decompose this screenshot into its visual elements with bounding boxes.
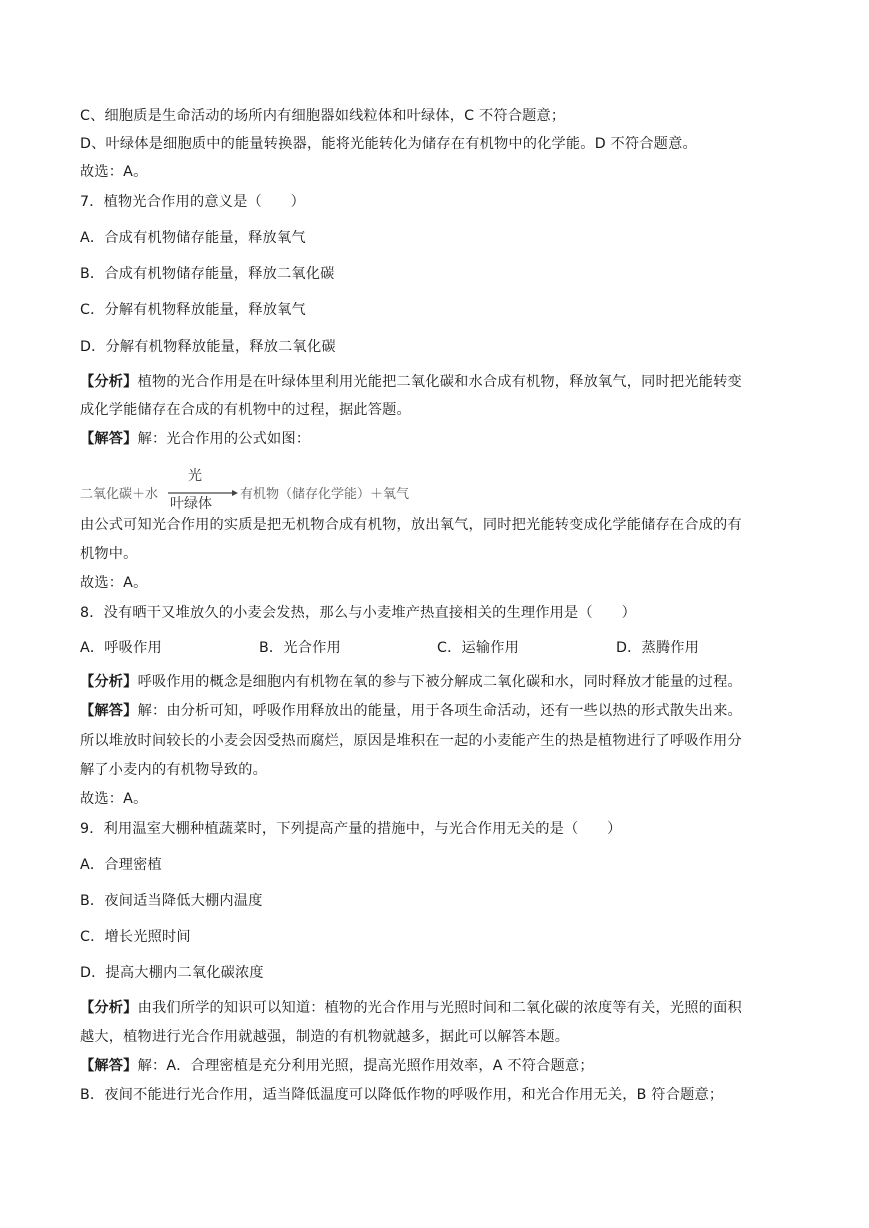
q8-option-d: D．蒸腾作用 [616,640,700,656]
formula-condition-light: 光 [188,468,202,484]
text-line: 解了小麦内的有机物导致的。 [80,762,268,778]
answer-tag: 【解答】 [80,431,138,447]
question-7-option-b: B．合成有机物储存能量，释放二氧化碳 [80,266,335,282]
answer-text: 解：光合作用的公式如图： [137,431,311,447]
text-line: 机物中。 [80,546,138,562]
photosynthesis-formula [80,465,425,515]
question-7-option-c: C．分解有机物释放能量，释放氧气 [80,302,306,318]
question-9-stem: 9．利用温室大棚种植蔬菜时，下列提高产量的措施中，与光合作用无关的是（ ） [80,821,622,837]
text-line: 故选：A。 [80,164,148,180]
formula-left: 二氧化碳＋水 [80,487,159,502]
analysis-tag: 【分析】 [80,374,138,390]
text-line: 越大，植物进行光合作用就越强，制造的有机物就越多，据此可以解答本题。 [80,1029,570,1045]
question-7-stem: 7．植物光合作用的意义是（ ） [80,194,306,210]
analysis-tag: 【分析】 [80,674,138,690]
analysis-text: 植物的光合作用是在叶绿体里利用光能把二氧化碳和水合成有机物，释放氧气，同时把光能转变 [137,374,742,390]
question-9-option-a: A．合理密植 [80,857,162,873]
answer-tag: 【解答】 [80,1058,138,1074]
text-line: C、细胞质是生命活动的场所内有细胞器如线粒体和叶绿体，C 不符合题意； [80,108,566,124]
answer-text: 解：由分析可知，呼吸作用释放出的能量，用于各项生命活动，还有一些以热的形式散失出来。 [137,703,742,719]
formula-condition-chloroplast: 叶绿体 [170,496,212,512]
text-line: D、叶绿体是细胞质中的能量转换器，能将光能转化为储存在有机物中的化学能。D 不符合题意。 [80,136,697,152]
analysis-text: 呼吸作用的概念是细胞内有机物在氧的参与下被分解成二氧化碳和水，同时释放才能量的过程。 [137,674,742,690]
text-line: B．夜间不能进行光合作用，适当降低温度可以降低作物的呼吸作用，和光合作用无关，B 符合题意； [80,1087,724,1103]
q9-analysis [80,998,742,1018]
answer-tag: 【解答】 [80,703,138,719]
text-line: 故选：A。 [80,575,148,591]
q8-answer [80,701,742,721]
q7-analysis [80,372,742,392]
q8-option-b: B．光合作用 [259,640,341,656]
q8-option-c: C．运输作用 [437,640,520,656]
formula-right: 有机物（储存化学能）＋氧气 [240,487,410,502]
question-9-option-b: B．夜间适当降低大棚内温度 [80,893,263,909]
q9-answer [80,1056,594,1076]
question-8-stem: 8．没有晒干又堆放久的小麦会发热，那么与小麦堆产热直接相关的生理作用是（ ） [80,605,636,621]
question-8-options [80,638,780,658]
q8-option-a: A．呼吸作用 [80,640,162,656]
analysis-text: 由我们所学的知识可以知道：植物的光合作用与光照时间和二氧化碳的浓度等有关，光照的面积 [137,1000,742,1016]
text-line: 故选：A。 [80,791,148,807]
q7-answer [80,429,310,449]
text-line: 成化学能储存在合成的有机物中的过程，据此答题。 [80,402,411,418]
question-9-option-d: D．提高大棚内二氧化碳浓度 [80,965,264,981]
text-line: 所以堆放时间较长的小麦会因受热而腐烂，原因是堆积在一起的小麦能产生的热是植物进行了呼吸作用分 [80,733,742,749]
question-7-option-d: D．分解有机物释放能量，释放二氧化碳 [80,339,336,355]
text-line: 由公式可知光合作用的实质是把无机物合成有机物，放出氧气，同时把光能转变成化学能储存在合成的有 [80,517,742,533]
question-9-option-c: C．增长光照时间 [80,929,191,945]
analysis-tag: 【分析】 [80,1000,138,1016]
q8-analysis [80,672,742,692]
answer-text: 解：A．合理密植是充分利用光照，提高光照作用效率，A 不符合题意； [137,1058,594,1074]
question-7-option-a: A．合成有机物储存能量，释放氧气 [80,230,306,246]
